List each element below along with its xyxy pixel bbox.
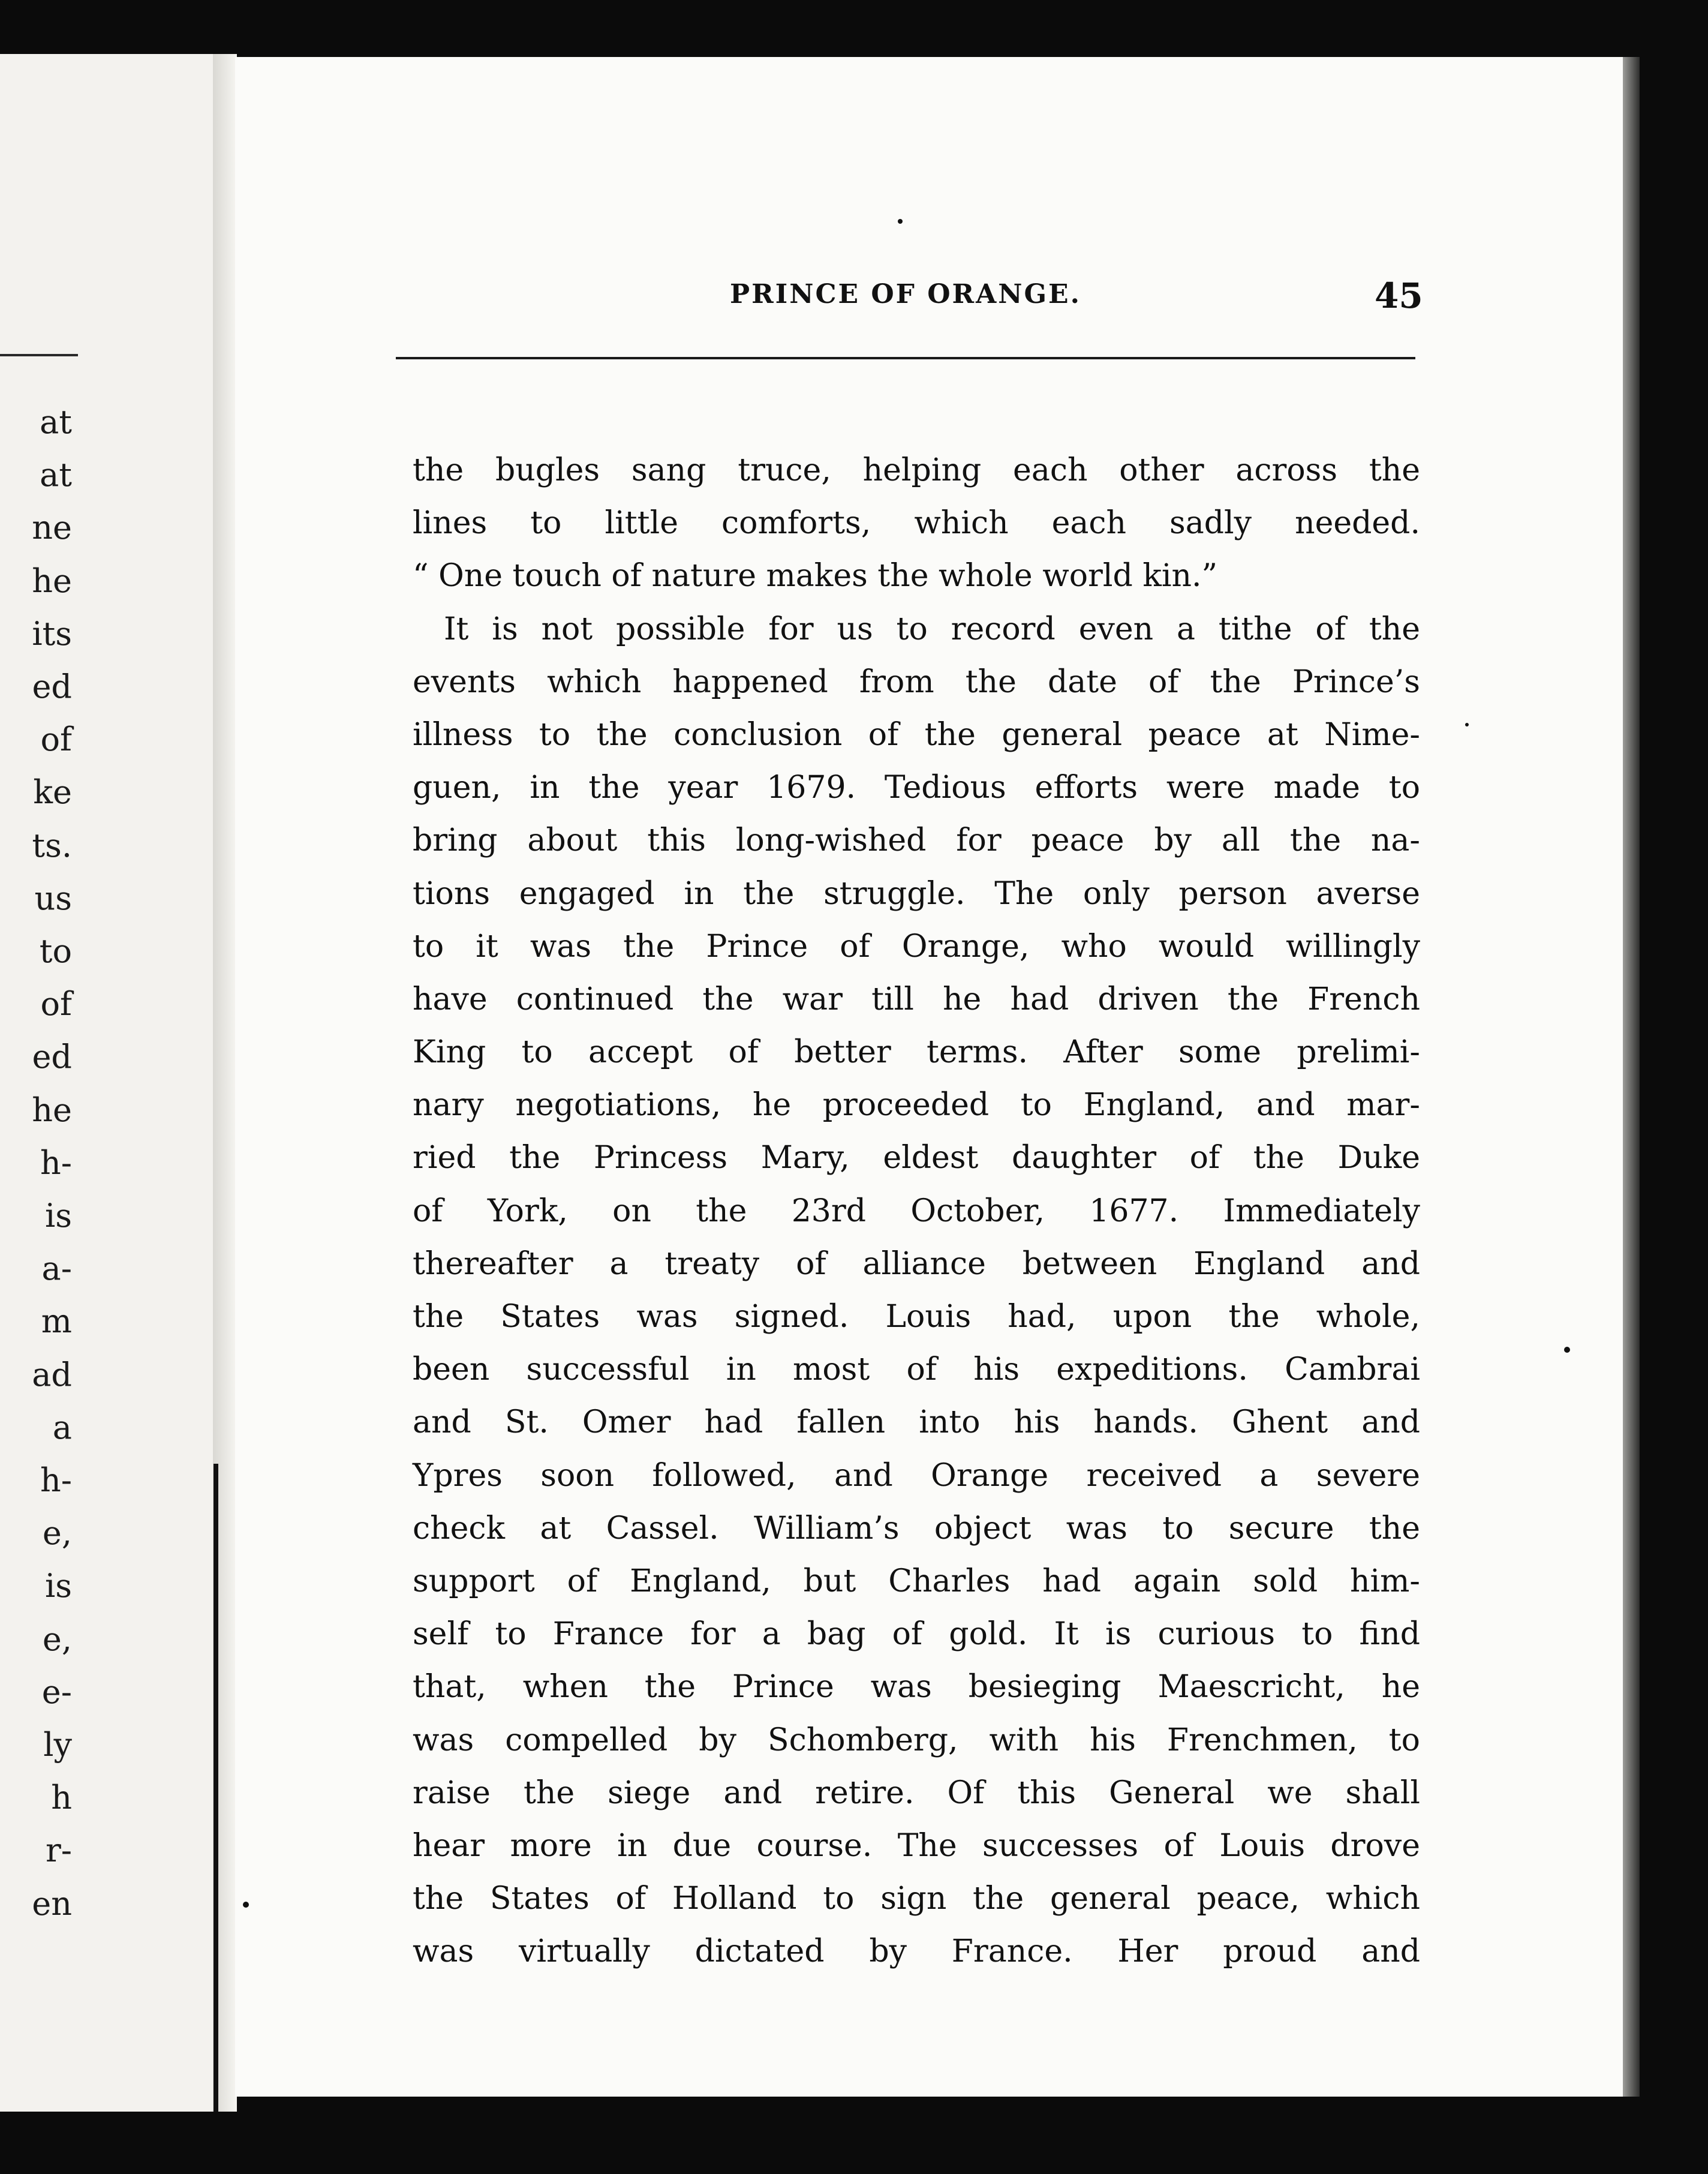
page-number: 45 xyxy=(1375,275,1423,316)
text-line: King to accept of better terms. After some prelimi- xyxy=(413,1034,1420,1071)
text-line: guen, in the year 1679. Tedious efforts were made to xyxy=(413,770,1420,806)
text-line: was virtually dictated by France. Her proud and xyxy=(413,1933,1420,1970)
facing-page xyxy=(0,54,216,2112)
facing-page-fragment: ly xyxy=(43,1726,72,1764)
text-line: ried the Princess Mary, eldest daughter of the Duke xyxy=(413,1140,1420,1176)
gutter-shadow xyxy=(214,1464,218,2112)
text-line: Ypres soon followed, and Orange received a severe xyxy=(413,1457,1420,1494)
facing-page-fragment: a xyxy=(52,1408,72,1446)
facing-page-fragment: r- xyxy=(45,1831,72,1870)
speck xyxy=(1564,1347,1570,1353)
text-line: hear more in due course. The successes of Louis drove xyxy=(413,1827,1420,1864)
facing-page-fragment: e, xyxy=(42,1514,72,1553)
text-line: and St. Omer had fallen into his hands. Ghent and xyxy=(413,1404,1420,1441)
facing-page-fragment: is xyxy=(45,1197,72,1235)
facing-page-fragment: is xyxy=(45,1567,72,1605)
text-line: support of England, but Charles had again sold him- xyxy=(413,1563,1420,1599)
text-line: of York, on the 23rd October, 1677. Immediately xyxy=(413,1193,1420,1229)
speck xyxy=(1465,723,1469,726)
text-line: the States was signed. Louis had, upon the whole, xyxy=(413,1299,1420,1335)
facing-page-fragment: its xyxy=(32,614,72,653)
text-line: nary negotiations, he proceeded to England, and mar- xyxy=(413,1087,1420,1124)
text-line: “ One touch of nature makes the whole world kin.” xyxy=(413,558,1218,594)
text-line: that, when the Prince was besieging Maescricht, he xyxy=(413,1669,1420,1705)
text-line: raise the siege and retire. Of this General we shall xyxy=(413,1774,1420,1811)
text-line: lines to little comforts, which each sadly needed. xyxy=(413,505,1420,542)
facing-page-fragment: of xyxy=(40,720,72,759)
text-line: been successful in most of his expeditions. Cambrai xyxy=(413,1352,1420,1388)
facing-page-fragment: to xyxy=(39,932,72,971)
text-line: the bugles sang truce, helping each other across the xyxy=(413,452,1420,488)
facing-page-rule xyxy=(0,354,78,356)
book-page xyxy=(235,57,1625,2097)
text-line: thereafter a treaty of alliance between England and xyxy=(413,1245,1420,1282)
facing-page-fragment: ke xyxy=(33,773,72,812)
facing-page-fragment: en xyxy=(32,1884,72,1923)
facing-page-fragment: ts. xyxy=(32,826,72,864)
facing-page-fragment: at xyxy=(40,403,72,441)
text-line: have continued the war till he had driven the French xyxy=(413,981,1420,1017)
page-edge xyxy=(1623,57,1640,2097)
facing-page-line-fragments xyxy=(32,396,72,1930)
facing-page-fragment: h xyxy=(51,1779,72,1817)
facing-page-fragment: h- xyxy=(40,1143,72,1182)
speck xyxy=(898,219,903,224)
speck xyxy=(243,1902,249,1908)
facing-page-fragment: he xyxy=(32,561,72,600)
facing-page-fragment: m xyxy=(41,1302,72,1341)
text-line: It is not possible for us to record even a tithe of the xyxy=(444,611,1420,647)
text-line: events which happened from the date of the Prince’s xyxy=(413,663,1420,700)
text-line: self to France for a bag of gold. It is curious to find xyxy=(413,1616,1420,1653)
facing-page-fragment: at xyxy=(40,456,72,494)
facing-page-fragment: ad xyxy=(32,1355,72,1394)
facing-page-fragment: e- xyxy=(41,1672,72,1711)
header-rule xyxy=(396,357,1415,359)
running-head: PRINCE OF ORANGE. xyxy=(730,279,1081,310)
text-line: tions engaged in the struggle. The only person averse xyxy=(413,875,1420,912)
facing-page-fragment: us xyxy=(34,879,72,917)
text-line: to it was the Prince of Orange, who would willingly xyxy=(413,928,1420,965)
text-line: the States of Holland to sign the general peace, which xyxy=(413,1881,1420,1917)
facing-page-fragment: e, xyxy=(42,1620,72,1658)
facing-page-fragment: ed xyxy=(32,1038,72,1076)
text-line: bring about this long-wished for peace by all the na- xyxy=(413,822,1420,859)
facing-page-fragment: he xyxy=(32,1091,72,1129)
body-text xyxy=(413,444,1420,1978)
text-line: was compelled by Schomberg, with his Frenchmen, to xyxy=(413,1722,1420,1758)
facing-page-fragment: ed xyxy=(32,668,72,706)
text-line: check at Cassel. William’s object was to secure the xyxy=(413,1510,1420,1547)
page-header xyxy=(235,275,1625,327)
facing-page-fragment: ne xyxy=(32,509,72,547)
facing-page-fragment: of xyxy=(40,985,72,1023)
facing-page-fragment: a- xyxy=(41,1250,72,1288)
facing-page-fragment: h- xyxy=(40,1461,72,1500)
text-line: illness to the conclusion of the general peace at Nime- xyxy=(413,716,1420,753)
